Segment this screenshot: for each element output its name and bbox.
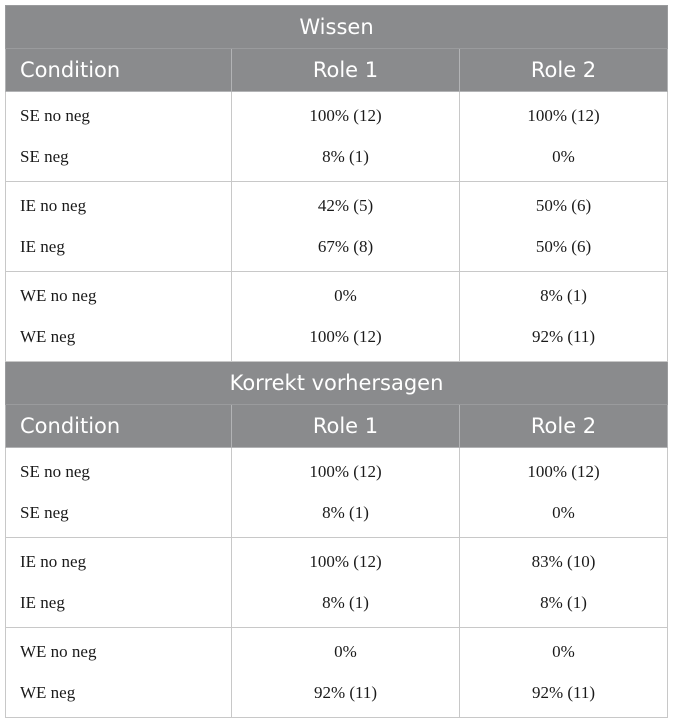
table-row [6,583,668,628]
role-2-cell: 0% [460,137,668,182]
condition-cell: SE neg [6,493,232,538]
table-row [6,448,668,494]
condition-cell: IE no neg [6,182,232,228]
section-title-row [6,6,668,49]
role-1-cell: 92% (11) [232,673,460,718]
condition-cell: IE neg [6,227,232,272]
role-2-cell: 92% (11) [460,317,668,362]
role-1-cell: 8% (1) [232,493,460,538]
role-1-cell: 100% (12) [232,538,460,584]
column-header-row [6,49,668,92]
header-role-2: Role 2 [460,405,668,448]
role-1-cell: 0% [232,272,460,318]
role-1-cell: 42% (5) [232,182,460,228]
role-2-cell: 50% (6) [460,227,668,272]
column-header-row [6,405,668,448]
condition-cell: WE neg [6,317,232,362]
role-2-cell: 8% (1) [460,272,668,318]
role-2-cell: 8% (1) [460,583,668,628]
role-1-cell: 8% (1) [232,137,460,182]
header-condition: Condition [6,405,232,448]
section-title-korrekt-vorhersagen: Korrekt vorhersagen [6,362,668,405]
role-2-cell: 0% [460,493,668,538]
header-role-2: Role 2 [460,49,668,92]
header-role-1: Role 1 [232,405,460,448]
table-row [6,182,668,228]
results-table-container [5,5,667,718]
condition-cell: SE neg [6,137,232,182]
section-title-row [6,362,668,405]
table-row [6,628,668,674]
role-1-cell: 100% (12) [232,448,460,494]
table-row [6,227,668,272]
results-table [5,5,668,718]
header-condition: Condition [6,49,232,92]
role-1-cell: 100% (12) [232,92,460,138]
role-1-cell: 8% (1) [232,583,460,628]
header-role-1: Role 1 [232,49,460,92]
role-2-cell: 0% [460,628,668,674]
table-row [6,317,668,362]
condition-cell: IE neg [6,583,232,628]
role-2-cell: 100% (12) [460,448,668,494]
condition-cell: SE no neg [6,92,232,138]
condition-cell: WE no neg [6,272,232,318]
role-2-cell: 83% (10) [460,538,668,584]
section-title-wissen: Wissen [6,6,668,49]
role-1-cell: 67% (8) [232,227,460,272]
role-2-cell: 100% (12) [460,92,668,138]
role-2-cell: 50% (6) [460,182,668,228]
table-row [6,272,668,318]
table-row [6,538,668,584]
role-2-cell: 92% (11) [460,673,668,718]
table-row [6,493,668,538]
condition-cell: WE neg [6,673,232,718]
role-1-cell: 100% (12) [232,317,460,362]
table-row [6,673,668,718]
role-1-cell: 0% [232,628,460,674]
table-row [6,92,668,138]
condition-cell: WE no neg [6,628,232,674]
condition-cell: SE no neg [6,448,232,494]
condition-cell: IE no neg [6,538,232,584]
table-row [6,137,668,182]
